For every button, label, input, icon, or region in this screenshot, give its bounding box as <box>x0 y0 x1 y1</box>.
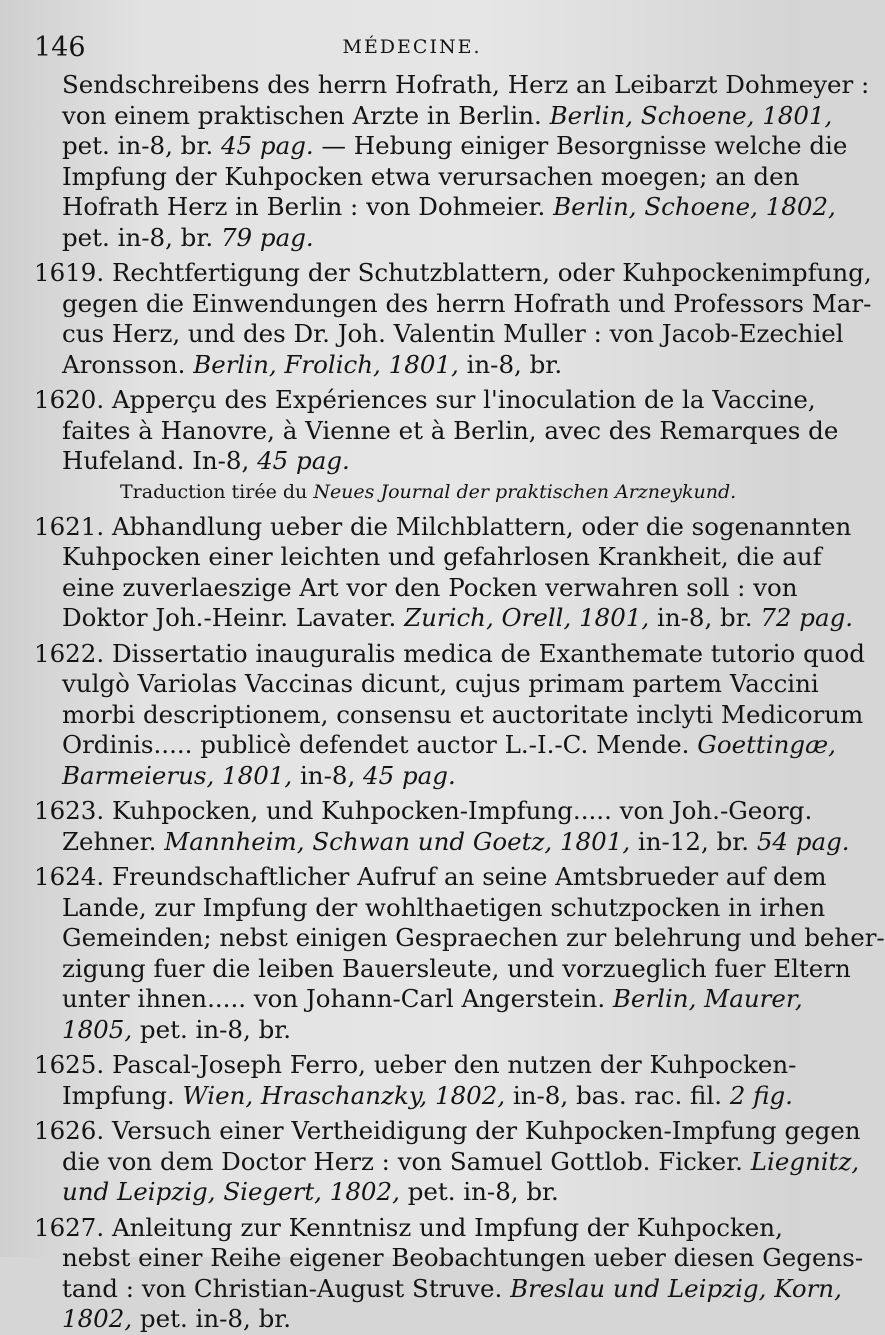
citation-text: Aronsson. <box>62 349 194 379</box>
page-number: 146 <box>34 32 86 63</box>
citation-text: in-8, <box>292 760 364 790</box>
citation-text: in-12, br. <box>630 826 757 856</box>
bibliography-entry <box>34 638 865 792</box>
text-line <box>34 258 872 289</box>
imprint-text: Berlin, Frolich, 1801, <box>193 349 459 379</box>
citation-text: die von dem Doctor Herz : von Samuel Gottlob. Ficker. <box>62 1146 751 1176</box>
text-line <box>62 131 848 162</box>
imprint-text: Zurich, Orell, 1801, <box>404 603 650 632</box>
citation-text: Gemeinden; nebst einigen Gespraechen zur belehrung und beher- <box>62 923 885 952</box>
entry-number: 1623. <box>34 796 112 825</box>
citation-text: Kuhpocken einer leichten und gefahrlosen Krankheit, die auf <box>62 542 822 571</box>
bibliography-entry <box>34 258 872 380</box>
imprint-text: 45 pag. <box>220 131 314 160</box>
citation-text: vulgò Variolas Vaccinas dicunt, cujus primam partem Vaccini <box>62 669 819 698</box>
text-line <box>34 796 813 827</box>
citation-text: faites à Hanovre, à Vienne et à Berlin, avec des Remarques de <box>62 415 839 445</box>
text-line <box>62 892 826 924</box>
citation-text: Impfung. <box>62 1080 183 1110</box>
text-line <box>34 1050 797 1081</box>
text-line <box>62 1177 762 1208</box>
citation-text: Hofrath Herz in Berlin : von Dohmeier. <box>62 192 554 221</box>
bibliography-entry <box>34 1050 797 1111</box>
imprint-text: 45 pag. <box>363 760 456 790</box>
text-line <box>62 1304 762 1335</box>
page-body <box>34 70 885 1335</box>
translation-note <box>62 477 762 507</box>
citation-text: nebst einer Reihe eigener Beobachtungen ueber diesen Gegens- <box>62 1243 864 1272</box>
entry-number: 1626. <box>34 1116 112 1145</box>
citation-text: Pascal-Joseph Ferro, ueber den nutzen der Kuhpocken- <box>111 1050 797 1079</box>
imprint-text: Neues Journal der praktischen Arzneykund. <box>313 480 737 503</box>
citation-text: Lande, zur Impfung der wohlthaetigen schutzpocken in irhen <box>62 892 826 922</box>
text-line <box>62 446 762 477</box>
text-line <box>62 542 822 573</box>
citation-text: Sendschreibens des herrn Hofrath, Herz an Leibarzt Dohmeyer : <box>62 70 870 99</box>
imprint-text: und Leipzig, Siegert, 1802, <box>62 1177 400 1206</box>
text-line <box>34 511 852 543</box>
citation-text: cus Herz, und des Dr. Joh. Valentin Muller : von Jacob-Ezechiel <box>62 319 844 348</box>
citation-text: Apperçu des Expériences sur l'inoculation de la Vaccine, <box>111 385 816 414</box>
running-head <box>34 32 762 70</box>
entry-number: 1620. <box>34 385 112 414</box>
text-line <box>62 1273 842 1305</box>
citation-text: Dissertatio inauguralis medica de Exanthemate tutorio quod <box>111 638 865 668</box>
citation-text: Kuhpocken, und Kuhpocken-Impfung..... von Joh.-Georg. <box>111 796 813 825</box>
entry-number: 1625. <box>34 1050 112 1079</box>
text-line <box>62 1146 860 1178</box>
entry-number: 1619. <box>34 258 112 287</box>
citation-text: Doktor Joh.-Heinr. Lavater. <box>62 603 405 632</box>
text-line <box>62 1080 793 1112</box>
bibliography-entry <box>34 385 839 507</box>
bibliography-entry <box>34 862 885 1045</box>
text-line <box>62 288 872 320</box>
text-line <box>34 638 865 670</box>
imprint-text: 54 pag. <box>756 826 850 856</box>
imprint-text: 79 pag. <box>220 222 314 252</box>
continued-entry <box>62 70 870 253</box>
imprint-text: Mannheim, Schwan und Goetz, 1801, <box>164 826 631 856</box>
citation-text: Versuch einer Vertheidigung der Kuhpocken-Impfung gegen <box>111 1116 861 1145</box>
citation-text: in-8, br. <box>649 603 761 632</box>
imprint-text: Wien, Hraschanzky, 1802, <box>182 1080 506 1110</box>
imprint-text: 2 fig. <box>729 1080 793 1110</box>
citation-text: von einem praktischen Arzte in Berlin. <box>62 100 550 130</box>
imprint-text: Barmeierus, 1801, <box>62 760 293 790</box>
text-line <box>34 385 816 416</box>
citation-text: Freundschaftlicher Aufruf an seine Amtsbrueder auf dem <box>111 862 827 891</box>
text-line <box>62 669 819 700</box>
citation-text: eine zuverlaeszige Art vor den Pocken verwahren soll : von <box>62 572 798 602</box>
imprint-text: Berlin, Schoene, 1802, <box>553 192 836 221</box>
text-line <box>62 161 800 193</box>
citation-text: Ordinis..... publicè defendet auctor L.-I.-C. Mende. <box>62 730 698 759</box>
entry-number: 1627. <box>34 1212 112 1242</box>
citation-text: pet. in-8, br. <box>399 1177 559 1206</box>
citation-text: Hufeland. In-8, <box>62 446 258 475</box>
bibliography-entry <box>34 511 854 634</box>
citation-text: Anleitung zur Kenntnisz und Impfung der Kuhpocken, <box>111 1212 783 1242</box>
imprint-text: 45 pag. <box>257 446 350 475</box>
text-line <box>62 730 836 761</box>
text-line <box>62 1243 864 1274</box>
bibliography-entry <box>34 796 850 857</box>
imprint-text: Breslau und Leipzig, Korn, <box>510 1273 842 1303</box>
imprint-text: Berlin, Schoene, 1801, <box>549 100 833 130</box>
text-line <box>62 761 762 792</box>
citation-text: Traduction tirée du <box>120 480 314 503</box>
citation-text: Zehner. <box>62 826 165 856</box>
text-line <box>34 862 827 893</box>
entry-number: 1621. <box>34 511 112 541</box>
citation-text: Impfung der Kuhpocken etwa verursachen moegen; an den <box>62 161 800 191</box>
citation-text: Abhandlung ueber die Milchblattern, oder die sogenannten <box>111 511 852 541</box>
text-line <box>62 699 864 731</box>
running-title: MÉDECINE. <box>342 36 482 58</box>
text-line <box>62 826 850 858</box>
citation-text: tand : von Christian-August Struve. <box>62 1273 511 1303</box>
text-line <box>62 70 870 101</box>
citation-text: in-8, bas. rac. fil. <box>505 1080 730 1110</box>
text-line <box>34 1212 783 1244</box>
imprint-text: 1805, <box>62 1014 133 1044</box>
citation-text: — Hebung einiger Besorgnisse welche die <box>313 131 848 160</box>
citation-text: pet. in-8, br. <box>132 1304 292 1333</box>
text-line <box>62 319 844 350</box>
entry-number: 1624. <box>34 862 112 891</box>
imprint-text: Goettingæ, <box>697 730 836 759</box>
citation-text: pet. in-8, br. <box>62 222 221 252</box>
text-line <box>34 1116 861 1147</box>
imprint-text: 1802, <box>62 1304 133 1333</box>
text-line <box>62 415 839 447</box>
imprint-text: Liegnitz, <box>750 1146 860 1176</box>
text-line <box>62 603 854 634</box>
bibliography-entry <box>34 1212 864 1335</box>
text-line <box>62 923 885 954</box>
citation-text: morbi descriptionem, consensu et auctoritate inclyti Medicorum <box>62 699 864 729</box>
text-line <box>62 572 798 604</box>
text-line <box>62 223 762 254</box>
citation-text: unter ihnen..... von Johann-Carl Angerstein. <box>62 984 613 1013</box>
text-line <box>62 953 851 985</box>
entry-number: 1622. <box>34 638 112 668</box>
citation-text: in-8, br. <box>458 349 563 379</box>
citation-text: Rechtfertigung der Schutzblattern, oder Kuhpockenimpfung, <box>111 258 872 287</box>
citation-text: pet. in-8, br. <box>62 131 221 160</box>
text-line <box>62 984 803 1015</box>
imprint-text: 72 pag. <box>760 603 854 632</box>
citation-text: gegen die Einwendungen des herrn Hofrath und Professors Mar- <box>62 288 872 318</box>
text-line <box>62 192 836 223</box>
text-line <box>62 350 762 381</box>
imprint-text: Berlin, Maurer, <box>612 984 803 1013</box>
citation-text: zigung fuer die leiben Bauersleute, und vorzueglich fuer Eltern <box>62 953 851 983</box>
citation-text: pet. in-8, br. <box>132 1014 292 1044</box>
text-line <box>62 1015 762 1046</box>
bibliography-entry <box>34 1116 861 1208</box>
text-line <box>62 100 833 132</box>
